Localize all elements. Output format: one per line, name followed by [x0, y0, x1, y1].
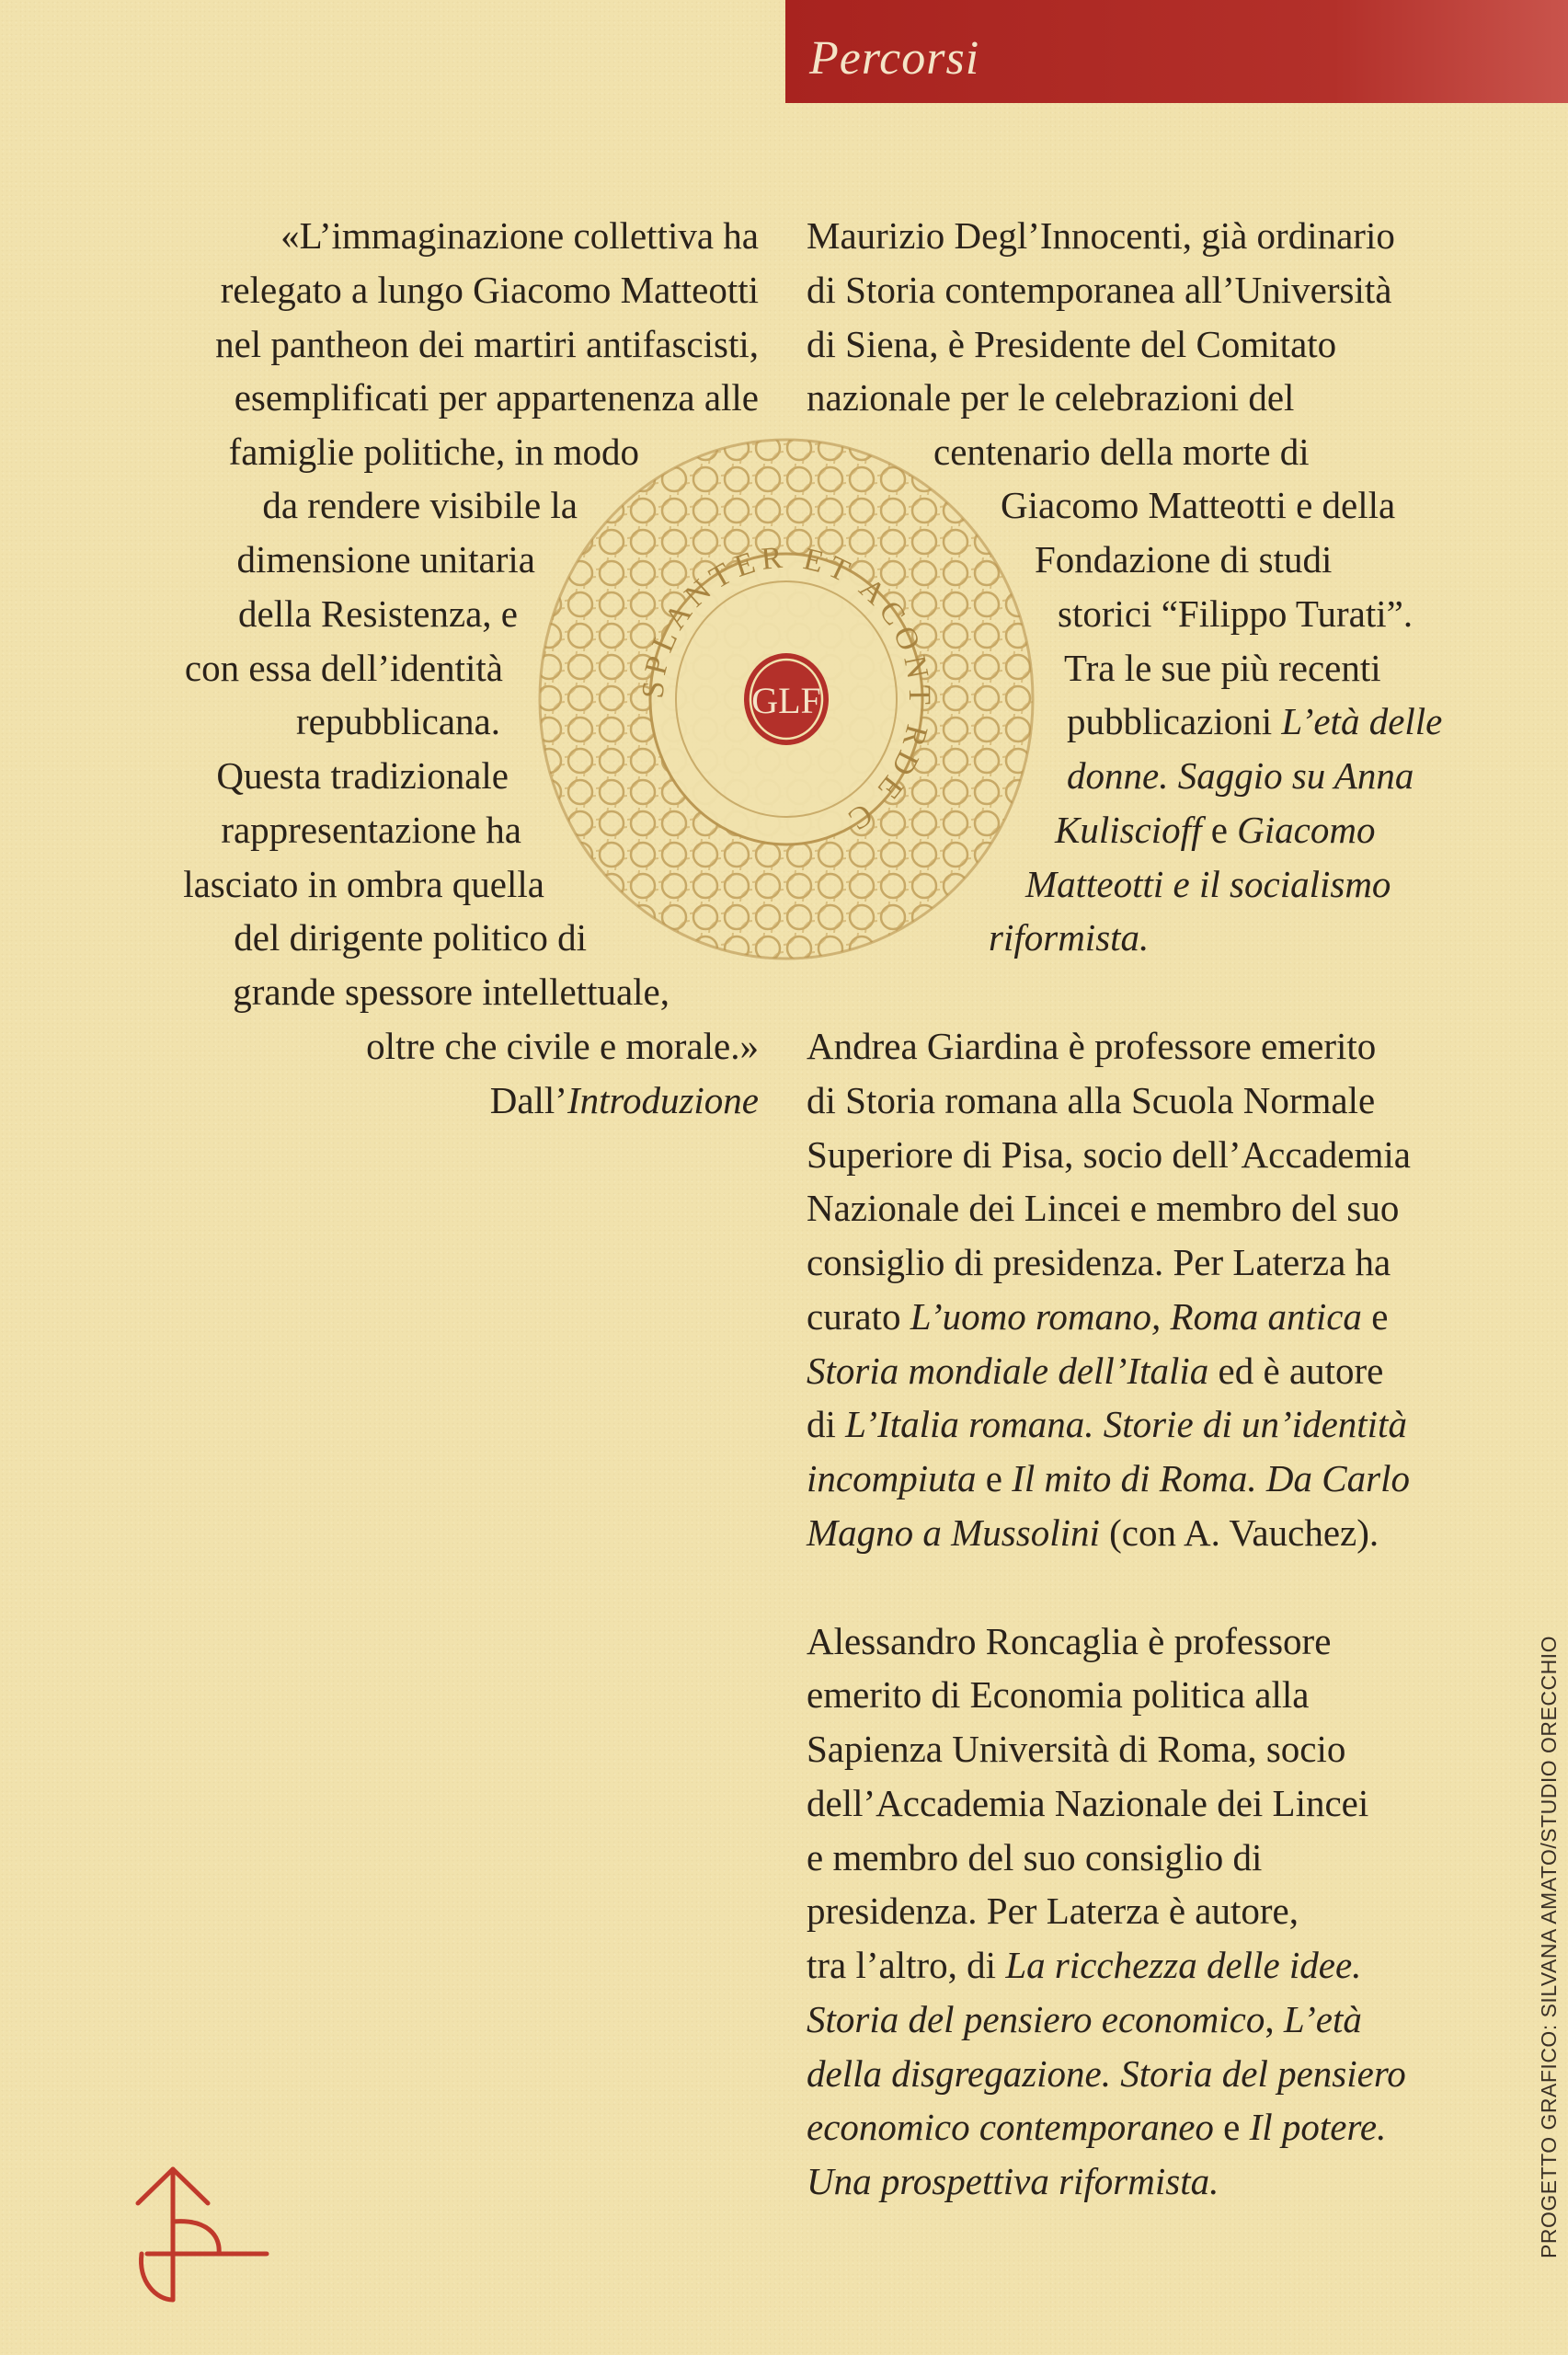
- bio-line: Tra le sue più recenti: [1064, 647, 1381, 689]
- quote-line: relegato a lungo Giacomo Matteotti: [220, 269, 759, 311]
- quote-line: Questa tradizionale: [216, 754, 509, 797]
- bio-line: Storia mondiale dell’Italia ed è autore: [807, 1350, 1384, 1392]
- emblem-ring-text: SPLANTER ET ACONT RDE C: [635, 540, 937, 840]
- bio-line: e membro del suo consiglio di: [807, 1836, 1263, 1878]
- series-band: [785, 0, 1568, 103]
- quote-line: del dirigente politico di: [234, 916, 587, 959]
- bio-line: Kuliscioff e Giacomo: [1055, 809, 1376, 851]
- bio-line: pubblicazioni L’età delle: [1067, 700, 1443, 742]
- bio-line: donne. Saggio su Anna: [1067, 754, 1414, 797]
- bio-line: di L’Italia romana. Storie di un’identità: [807, 1403, 1407, 1445]
- bio-line: emerito di Economia politica alla: [807, 1673, 1310, 1716]
- quote-line: famiglie politiche, in modo: [228, 431, 639, 473]
- quote-line: grande spessore intellettuale,: [233, 971, 670, 1013]
- bio-line: di Storia contemporanea all’Università: [807, 269, 1392, 311]
- series-title: Percorsi: [809, 32, 980, 85]
- bio-line: Fondazione di studi: [1035, 538, 1333, 580]
- bio-line: Giacomo Matteotti e della: [1001, 484, 1396, 526]
- bio-line: Una prospettiva riformista.: [807, 2160, 1219, 2202]
- bio-line: tra l’altro, di La ricchezza delle idee.: [807, 1944, 1362, 1986]
- bio-line: Alessandro Roncaglia è professore: [807, 1620, 1332, 1662]
- quote-line: repubblicana.: [296, 700, 500, 742]
- quote-source: Dall’Introduzione: [489, 1079, 759, 1121]
- quote-line: nel pantheon dei martiri antifascisti,: [215, 323, 759, 365]
- bio-line: curato L’uomo romano, Roma antica e: [807, 1295, 1389, 1338]
- publisher-mark-icon: [129, 2162, 276, 2304]
- bio-line: centenario della morte di: [933, 431, 1310, 473]
- emblem-monogram-badge: [744, 653, 829, 745]
- bio-line: Sapienza Università di Roma, socio: [807, 1728, 1346, 1770]
- quote-line: oltre che civile e morale.»: [366, 1025, 759, 1067]
- bio-line: Storia del pensiero economico, L’età: [807, 1998, 1362, 2040]
- quote-line: rappresentazione ha: [221, 809, 521, 851]
- bio-line: incompiuta e Il mito di Roma. Da Carlo: [807, 1457, 1410, 1499]
- bio-line: Maurizio Degl’Innocenti, già ordinario: [807, 214, 1395, 257]
- bio-line: dell’Accademia Nazionale dei Lincei: [807, 1782, 1369, 1824]
- bio-line: riformista.: [989, 916, 1150, 959]
- bio-line: presidenza. Per Laterza è autore,: [807, 1890, 1299, 1932]
- bio-line: di Siena, è Presidente del Comitato: [807, 323, 1337, 365]
- bio-line: economico contemporaneo e Il potere.: [807, 2106, 1387, 2148]
- bio-line: Matteotti e il socialismo: [1025, 863, 1391, 905]
- quote-line: lasciato in ombra quella: [183, 863, 544, 905]
- quote-line: con essa dell’identità: [184, 647, 503, 689]
- emblem-monogram: GLF: [751, 680, 821, 721]
- bio-line: nazionale per le celebrazioni del: [807, 376, 1295, 419]
- publisher-emblem: [533, 432, 1039, 966]
- quote-line: da rendere visibile la: [262, 484, 578, 526]
- bio-line: storici “Filippo Turati”.: [1058, 592, 1413, 635]
- design-credit: PROGETTO GRAFICO: SILVANA AMATO/STUDIO ORECCHIO: [1537, 1636, 1561, 2258]
- bio-line: Superiore di Pisa, socio dell’Accademia: [807, 1133, 1411, 1176]
- bio-line: Nazionale dei Lincei e membro del suo: [807, 1187, 1400, 1229]
- bio-line: Magno a Mussolini (con A. Vauchez).: [807, 1511, 1379, 1554]
- bio-line: Andrea Giardina è professore emerito: [807, 1025, 1377, 1067]
- quote-line: dimensione unitaria: [236, 538, 535, 580]
- quote-line: esemplificati per appartenenza alle: [234, 376, 759, 419]
- bio-line: di Storia romana alla Scuola Normale: [807, 1079, 1376, 1121]
- bio-line: consiglio di presidenza. Per Laterza ha: [807, 1241, 1391, 1283]
- bio-line: della disgregazione. Storia del pensiero: [807, 2052, 1406, 2095]
- quote-line: della Resistenza, e: [238, 592, 518, 635]
- quote-line: «L’immaginazione collettiva ha: [280, 214, 759, 257]
